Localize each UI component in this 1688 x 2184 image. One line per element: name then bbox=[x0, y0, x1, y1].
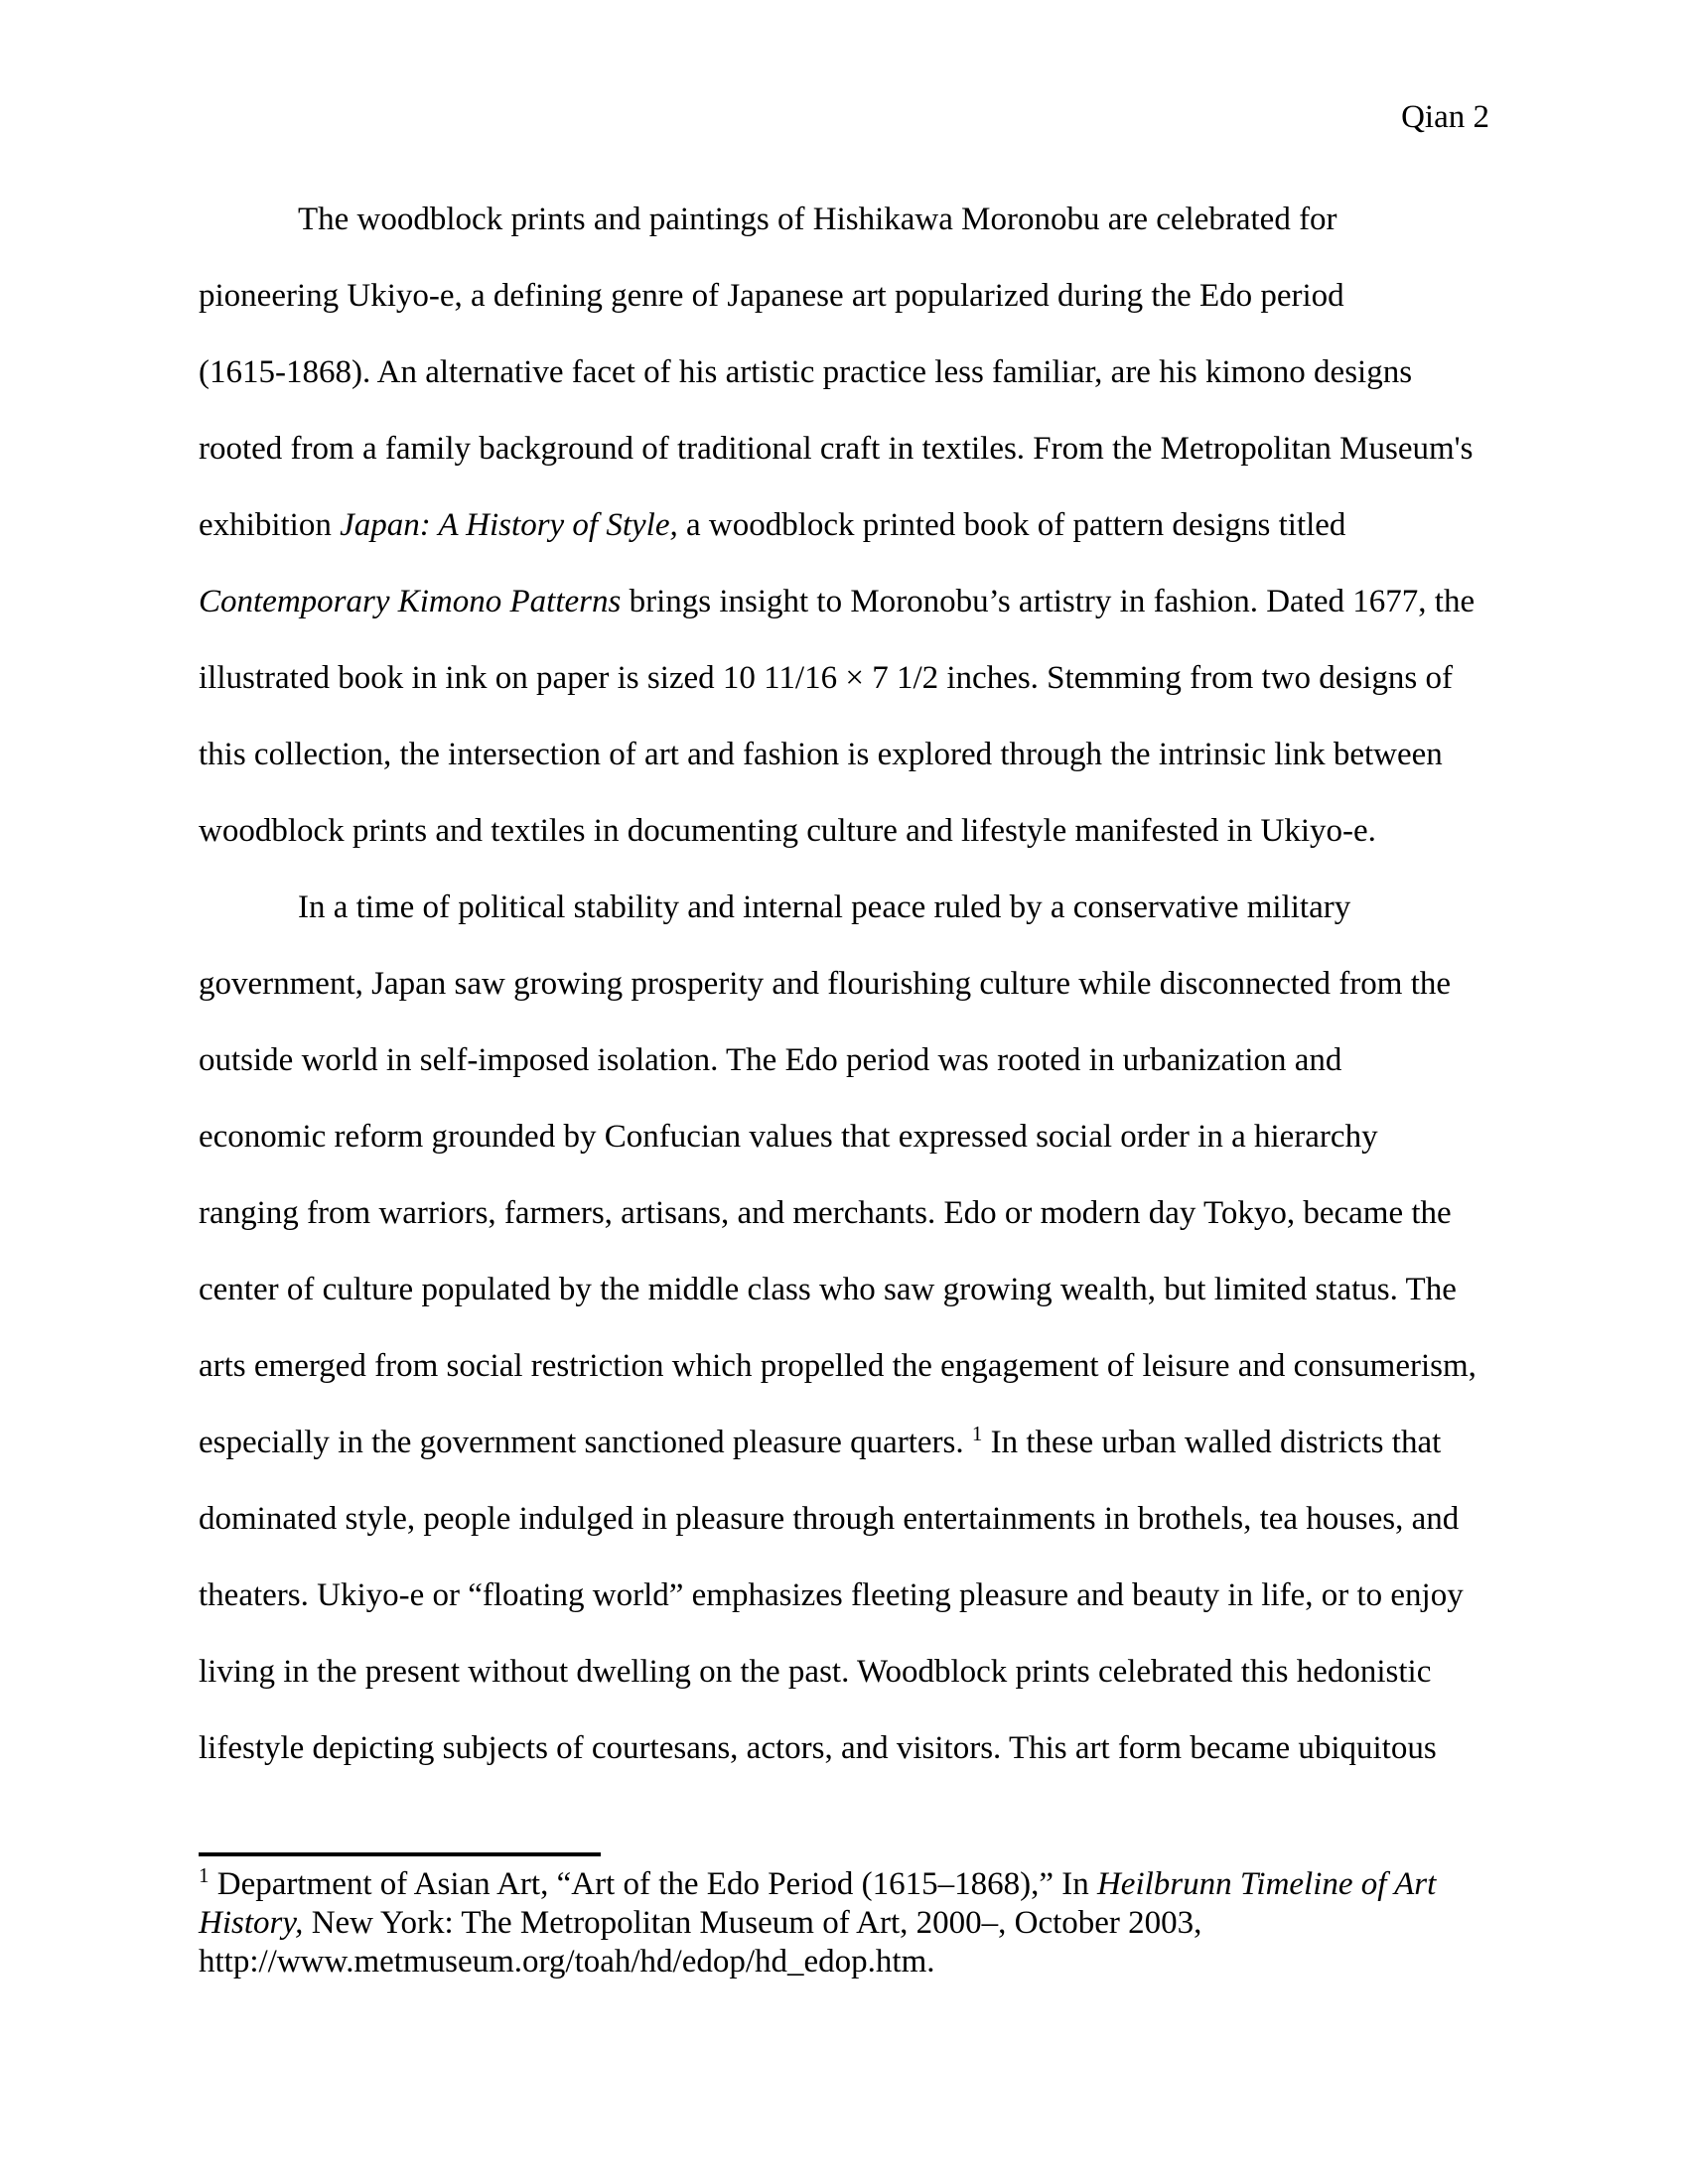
text-line bbox=[199, 1328, 1489, 1405]
text-segment: brings insight to Moronobu’s artistry in fashion. Dated 1677, the bbox=[621, 584, 1476, 619]
text-line bbox=[199, 640, 1489, 717]
text-line bbox=[199, 564, 1489, 640]
text-segment: arts emerged from social restriction which propelled the engagement of leisure and consumerism, bbox=[199, 1348, 1477, 1384]
text-segment: lifestyle depicting subjects of courtesans, actors, and visitors. This art form became ubiquitous bbox=[199, 1730, 1437, 1766]
text-segment: economic reform grounded by Confucian values that expressed social order in a hierarchy bbox=[199, 1119, 1378, 1155]
text-line bbox=[199, 717, 1489, 793]
text-line bbox=[199, 258, 1489, 335]
text-segment: Heilbrunn Timeline of Art bbox=[1096, 1866, 1437, 1902]
text-segment: In these urban walled districts that bbox=[982, 1425, 1442, 1460]
text-segment: ranging from warriors, farmers, artisans, and merchants. Edo or modern day Tokyo, became the bbox=[199, 1195, 1452, 1231]
page-header bbox=[199, 97, 1489, 137]
text-segment: illustrated book in ink on paper is sized 10 11/16 × 7 1/2 inches. Stemming from two designs of bbox=[199, 660, 1453, 696]
text-line bbox=[199, 1099, 1489, 1175]
text-line bbox=[199, 1904, 1489, 1943]
text-line bbox=[199, 1865, 1489, 1904]
footnote-marker: 1 bbox=[199, 1863, 210, 1887]
text-line bbox=[199, 1481, 1489, 1558]
text-line bbox=[199, 1710, 1489, 1787]
text-line bbox=[199, 411, 1489, 487]
text-segment: Japan: A History of Style, bbox=[340, 507, 678, 543]
essay-body bbox=[199, 182, 1489, 1787]
text-line bbox=[199, 1252, 1489, 1328]
footnote bbox=[199, 1865, 1489, 1981]
text-segment: living in the present without dwelling on the past. Woodblock prints celebrated this hedonistic bbox=[199, 1654, 1432, 1690]
text-segment: In a time of political stability and internal peace ruled by a conservative military bbox=[298, 889, 1351, 925]
text-segment: pioneering Ukiyo-e, a defining genre of Japanese art popularized during the Edo period bbox=[199, 278, 1344, 314]
text-line bbox=[199, 793, 1489, 870]
text-line bbox=[199, 487, 1489, 564]
text-line bbox=[199, 1175, 1489, 1252]
text-segment: center of culture populated by the middle class who saw growing wealth, but limited status. The bbox=[199, 1272, 1457, 1307]
footnote-marker: 1 bbox=[971, 1422, 983, 1445]
page-number: Qian 2 bbox=[1401, 99, 1489, 135]
text-segment: History, bbox=[199, 1905, 304, 1941]
text-segment: (1615-1868). An alternative facet of his artistic practice less familiar, are his kimono designs bbox=[199, 354, 1413, 390]
text-segment: theaters. Ukiyo-e or “floating world” emphasizes fleeting pleasure and beauty in life, or to enjoy bbox=[199, 1577, 1464, 1613]
text-line bbox=[199, 1023, 1489, 1099]
text-segment: dominated style, people indulged in pleasure through entertainments in brothels, tea houses, and bbox=[199, 1501, 1460, 1537]
text-segment: a woodblock printed book of pattern designs titled bbox=[677, 507, 1346, 543]
text-segment: Department of Asian Art, “Art of the Edo Period (1615–1868),” In bbox=[209, 1866, 1097, 1902]
text-line bbox=[199, 182, 1489, 258]
text-segment: exhibition bbox=[199, 507, 341, 543]
text-segment: The woodblock prints and paintings of Hishikawa Moronobu are celebrated for bbox=[298, 202, 1337, 237]
text-segment: especially in the government sanctioned pleasure quarters. bbox=[199, 1425, 972, 1460]
text-segment: http://www.metmuseum.org/toah/hd/edop/hd_edop.htm. bbox=[199, 1944, 935, 1979]
text-line bbox=[199, 870, 1489, 946]
text-segment: outside world in self-imposed isolation. The Edo period was rooted in urbanization and bbox=[199, 1042, 1342, 1078]
text-segment: woodblock prints and textiles in documenting culture and lifestyle manifested in Ukiyo-e. bbox=[199, 813, 1376, 849]
text-segment: New York: The Metropolitan Museum of Art, 2000–, October 2003, bbox=[303, 1905, 1202, 1941]
text-line bbox=[199, 1943, 1489, 1981]
text-segment: Contemporary Kimono Patterns bbox=[199, 584, 622, 619]
text-segment: rooted from a family background of traditional craft in textiles. From the Metropolitan Museum's bbox=[199, 431, 1474, 467]
text-line bbox=[199, 335, 1489, 411]
text-line bbox=[199, 1558, 1489, 1634]
text-line bbox=[199, 1634, 1489, 1710]
text-line bbox=[199, 946, 1489, 1023]
text-line bbox=[199, 1405, 1489, 1481]
footnote-separator bbox=[199, 1852, 601, 1856]
text-segment: this collection, the intersection of art and fashion is explored through the intrinsic link between bbox=[199, 737, 1443, 772]
text-segment: government, Japan saw growing prosperity and flourishing culture while disconnected from the bbox=[199, 966, 1452, 1002]
